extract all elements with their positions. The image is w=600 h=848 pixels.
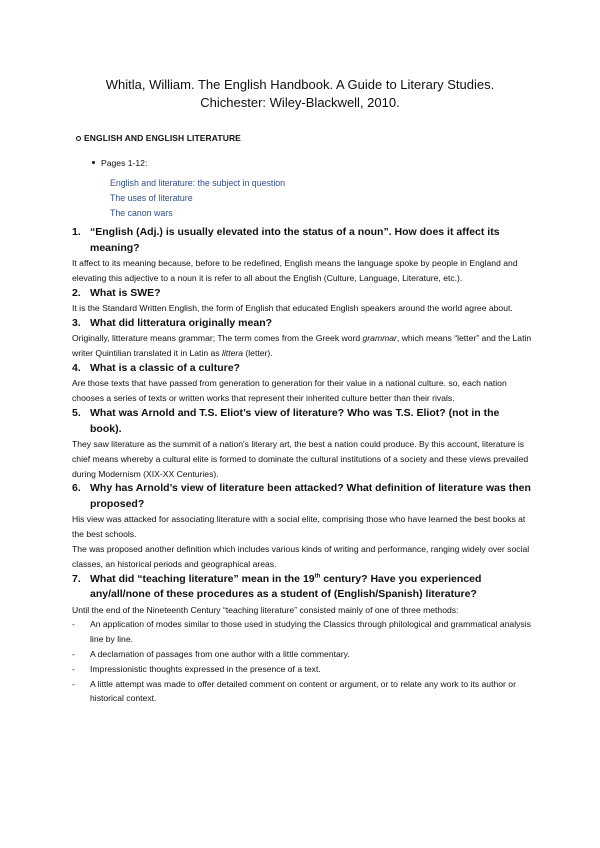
answer-emphasis: grammar [362,333,397,344]
question-text: What was Arnold and T.S. Eliot’s view of literature? Who was T.S. Eliot? (not in the book). [90,407,500,435]
list-item [72,617,532,647]
question-number: 1. [72,226,81,238]
answer-7: Until the end of the Nineteenth Century “teaching literature” consisted mainly of one of three methods: [72,604,459,615]
topic-link[interactable]: The uses of literature [110,193,193,203]
citation-line-2: Chichester: Wiley-Blackwell, 2010. [200,95,400,110]
question-number: 2. [72,286,81,299]
dash-bullet: - [72,619,75,630]
list-item-text: An application of modes similar to those used in studying the Classics through philological and grammatical analysis line by line. [90,619,531,645]
section-title: ENGLISH AND ENGLISH LITERATURE [84,133,241,143]
answer-text: Originally, litterature means grammar; The term comes from the Greek word [72,333,363,344]
question-text [90,572,532,603]
question-7 [72,572,532,603]
dash-bullet: - [72,678,75,689]
list-item [72,647,532,662]
list-item-text: A declamation of passages from one author with a little commentary. [90,649,350,660]
question-number: 6. [72,482,81,495]
topic-link[interactable]: The canon wars [110,208,173,218]
list-item [72,677,532,707]
answer-text: (letter). [243,348,273,359]
question-text: What is a classic of a culture? [90,361,240,374]
topic-link[interactable]: English and literature: the subject in question [110,178,286,188]
list-item-text: A little attempt was made to offer detailed comment on content or argument, or to relate any work to its author or historical context. [90,678,516,704]
question-number: 4. [72,361,81,374]
citation-title [0,76,600,112]
dash-bullet: - [72,663,75,674]
section-heading [76,133,241,143]
answer-6-continued: The was proposed another definition which includes various kinds of writing and performance, ranging widely over social classes, an historical periods and geographical areas. [72,544,530,569]
question-1 [72,225,532,256]
circle-bullet-icon [76,136,81,141]
question-text: What is SWE? [90,286,161,299]
dash-bullet: - [72,649,75,660]
question-number: 7. [72,572,81,585]
question-text: What did litteratura originally mean? [90,316,273,329]
answer-5: They saw literature as the summit of a nation's literary art, the best a nation could produce. By this account, literature is chief means whereby a cultural elite is formed to dominate the cultural institutions of a society and these views prevailed during Modernism (XIX-XX Centuries). [72,439,529,479]
citation-line-1: Whitla, William. The English Handbook. A Guide to Literary Studies. [105,77,495,92]
question-text-part: What did “teaching literature” mean in the 19 [90,572,315,585]
answer-2: It is the Standard Written English, the form of English that educated English speakers around the world agree about. [72,303,513,314]
question-3 [72,316,532,332]
question-2 [72,286,532,302]
topic-links [110,176,285,221]
answer-4: Are those texts that have passed from generation to generation for their value in a national culture. so, each nation chooses a series of texts or written works that represent their inherited culture better than their rivals. [72,378,507,404]
question-6 [72,481,532,512]
question-4 [72,361,532,377]
ordinal-suffix: th [314,573,321,580]
answer-text: , which means “letter” and the Latin writer Quintilian translated it in Latin as [72,333,532,359]
list-item [72,662,532,677]
list-item-text: Impressionistic thoughts expressed in the presence of a text. [90,663,321,674]
answer-3 [72,331,532,361]
answer-emphasis: littera [221,348,243,359]
answer-6: His view was attacked for associating literature with a social elite, comprising those who have learned the best books at the best schools. [72,514,526,540]
questions-list [72,225,532,706]
question-5 [72,406,532,437]
question-number: 5. [72,407,81,420]
question-text: Why has Arnold’s view of literature been attacked? What definition of literature was then proposed? [90,482,531,510]
pages-label: Pages 1-12: [101,158,148,168]
bullet-dot-icon [92,161,95,164]
question-number: 3. [72,316,81,329]
pages-item [92,158,147,168]
answer-1: It affect to its meaning because, before to be redefined, English means the language spoke by people in England and elevating this adjective to a noun it is refer to all about the English (Culture, Language, Literature, etc.). [72,258,518,283]
question-text-part: century? Have you experienced any/all/none of these procedures as a student of (English/Spanish) literature? [90,572,482,601]
question-text: “English (Adj.) is usually elevated into the status of a noun”. How does it affect its meaning? [90,226,500,254]
